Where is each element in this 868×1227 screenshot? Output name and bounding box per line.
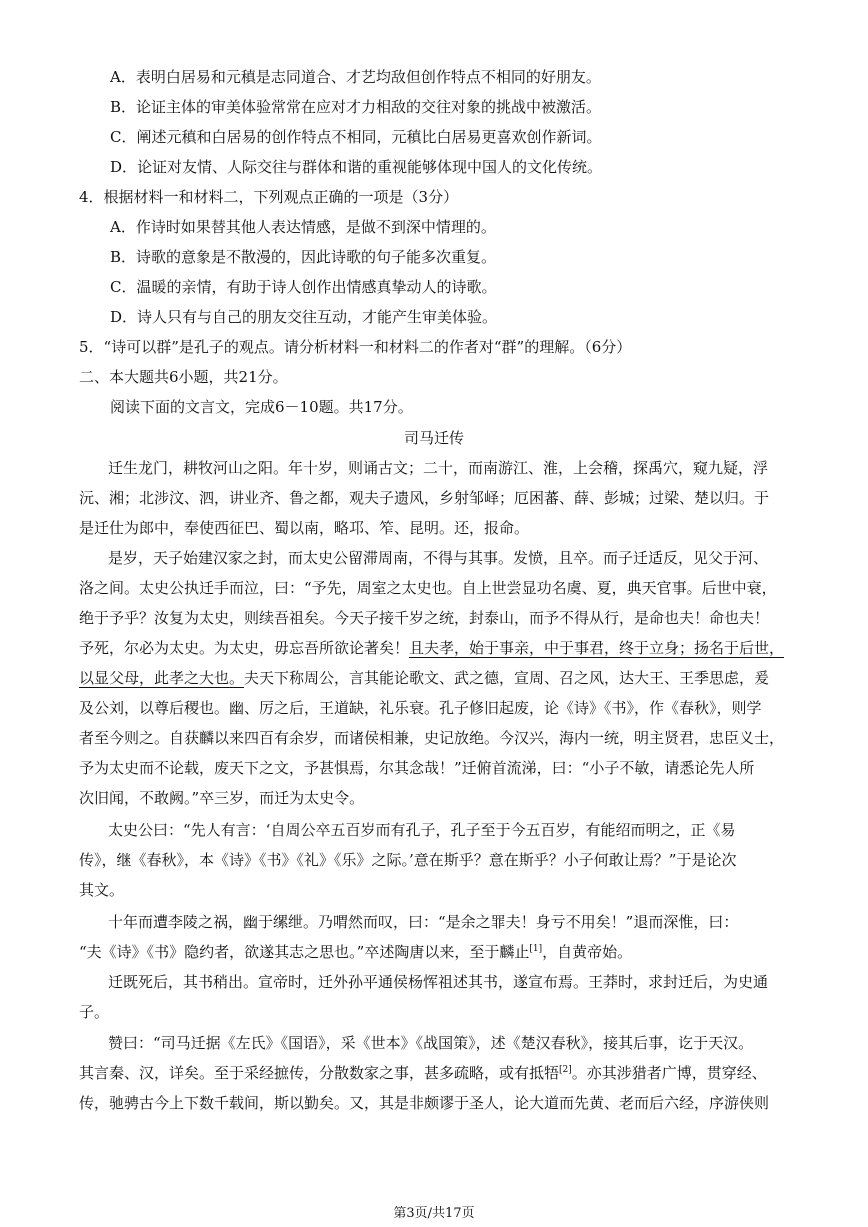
underlined-sentence: 以显父母，此孝之大也。 bbox=[79, 669, 245, 687]
q3-option-a: A．表明白居易和元稹是志同道合、才艺均敌但创作特点不相同的好朋友。 bbox=[110, 68, 601, 86]
paragraph-2-line-6: 及公刘，以尊后稷也。幽、厉之后，王道缺，礼乐衰。孔子修旧起废，论《诗》《书》，作《春秋》，则学 bbox=[79, 699, 762, 717]
text-segment: 。亦其涉猎者广博，贯穿经、 bbox=[571, 1064, 767, 1082]
paragraph-2-line-8: 予为太史而不论载，废天下之文，予甚惧焉，尔其念哉！”迁俯首流涕，曰：“小子不敏，请悉论先人所 bbox=[79, 759, 755, 777]
q4-stem: 4．根据材料一和材料二，下列观点正确的一项是（3分） bbox=[79, 188, 459, 206]
plain-text: 予死，尔必为太史。为太史，毋忘吾所欲论著矣！ bbox=[79, 639, 410, 657]
text-segment: “夫《诗》《书》隐约者，欲遂其志之思也。”卒述陶唐以来，至于麟止 bbox=[79, 943, 530, 961]
q3-option-d: D．论证对友情、人际交往与群体和谐的重视能够体现中国人的文化传统。 bbox=[110, 158, 603, 176]
q4-option-d: D．诗人只有与自己的朋友交往互动，才能产生审美体验。 bbox=[110, 308, 498, 326]
paragraph-1-line-1: 迁生龙门，耕牧河山之阳。年十岁，则诵古文；二十，而南游江、淮，上会稽，探禹穴，窥九疑，浮 bbox=[108, 459, 769, 477]
paragraph-2-line-4 bbox=[79, 638, 784, 658]
q3-option-c: C．阐述元稹和白居易的创作特点不相同，元稹比白居易更喜欢创作新词。 bbox=[110, 128, 602, 146]
q3-option-b: B．论证主体的审美体验常常在应对才力相敌的交往对象的挑战中被激活。 bbox=[110, 98, 602, 116]
footnote-marker-2: [2] bbox=[559, 1065, 572, 1075]
paragraph-3-line-3: 其文。 bbox=[79, 881, 125, 899]
paragraph-4-line-2 bbox=[79, 942, 632, 962]
paragraph-1-line-2: 沅、湘；北涉汶、泗，讲业齐、鲁之都，观夫子遗风，乡射邹峄；厄困蕃、薛、彭城；过梁、楚以归。于 bbox=[79, 489, 770, 507]
paragraph-6-line-2 bbox=[79, 1063, 767, 1083]
article-title: 司马迁传 bbox=[403, 429, 464, 447]
q4-option-b: B．诗歌的意象是不散漫的，因此诗歌的句子能多次重复。 bbox=[110, 248, 497, 266]
footnote-marker-1: [1] bbox=[529, 944, 543, 954]
q4-option-a: A．作诗时如果替其他人表达情感，是做不到深中情理的。 bbox=[110, 218, 496, 236]
paragraph-2-line-5 bbox=[79, 668, 769, 688]
paragraph-2-line-3: 绝于予乎？汝复为太史，则续吾祖矣。今天子接千岁之统，封泰山，而予不得从行，是命也夫！命也夫！ bbox=[79, 609, 770, 627]
paragraph-2-line-1: 是岁，天子始建汉家之封，而太史公留滞周南，不得与其事。发愤，且卒。而子迁适反，见父于河、 bbox=[108, 549, 769, 567]
paragraph-1-line-3: 是迁仕为郎中，奉使西征巴、蜀以南，略邛、笮、昆明。还，报命。 bbox=[79, 519, 530, 537]
paragraph-3-line-1: 太史公曰：“先人有言：‘自周公卒五百岁而有孔子，孔子至于今五百岁，有能绍而明之，正《易 bbox=[108, 821, 736, 839]
paragraph-4-line-1: 十年而遭李陵之祸，幽于缧绁。乃喟然而叹，曰：“是余之罪夫！身亏不用矣！”退而深惟，曰： bbox=[108, 913, 739, 931]
q4-option-c: C．温暖的亲情，有助于诗人创作出情感真挚动人的诗歌。 bbox=[110, 278, 497, 296]
paragraph-6-line-1: 赞曰：“司马迁据《左氏》《国语》，采《世本》《战国策》，述《楚汉春秋》，接其后事，讫于天汉。 bbox=[108, 1034, 754, 1052]
text-segment: 其言秦、汉，详矣。至于采经摭传，分散数家之事，甚多疏略，或有抵牾 bbox=[79, 1064, 560, 1082]
paragraph-3-line-2: 传》，继《春秋》，本《诗》《书》《礼》《乐》之际。’意在斯乎？意在斯乎？小子何敢让焉？”于是论次 bbox=[79, 851, 737, 869]
section-heading: 二、本大题共6小题，共21分。 bbox=[79, 368, 288, 386]
paragraph-2-line-9: 次旧闻，不敢阙。”卒三岁，而迁为太史令。 bbox=[79, 789, 365, 807]
paragraph-5-line-1: 迁既死后，其书稍出。宣帝时，迁外孙平通侯杨恽祖述其书，遂宣布焉。王莽时，求封迁后，为史通 bbox=[108, 973, 769, 991]
paragraph-6-line-3: 传，驰骋古今上下数千载间，斯以勤矣。又，其是非颇谬于圣人，论大道而先黄、老而后六经，序游侠则 bbox=[79, 1094, 770, 1112]
underlined-sentence: 且夫孝，始于事亲，中于事君，终于立身；扬名于后世， bbox=[409, 639, 785, 657]
paragraph-2-line-2: 洛之间。太史公执迁手而泣，曰：“予先，周室之太史也。自上世尝显功名虞、夏，典天官事。后世中衰， bbox=[79, 579, 777, 597]
page-number: 第3页/共17页 bbox=[393, 1206, 475, 1221]
plain-text: 夫天下称周公，言其能论歌文、武之德，宣周、召之风，达大王、王季思虑，爰 bbox=[244, 669, 770, 687]
q5-stem: 5．“诗可以群”是孔子的观点。请分析材料一和材料二的作者对“群”的理解。（6分） bbox=[79, 338, 632, 356]
reading-instructions: 阅读下面的文言文，完成6－10题。共17分。 bbox=[110, 398, 413, 416]
paragraph-2-line-7: 者至今则之。自获麟以来四百有余岁，而诸侯相兼，史记放绝。今汉兴，海内一统，明主贤君，忠臣义士， bbox=[79, 729, 785, 747]
paragraph-5-line-2: 子。 bbox=[79, 1003, 110, 1021]
text-segment: ，自黄帝始。 bbox=[542, 943, 633, 961]
